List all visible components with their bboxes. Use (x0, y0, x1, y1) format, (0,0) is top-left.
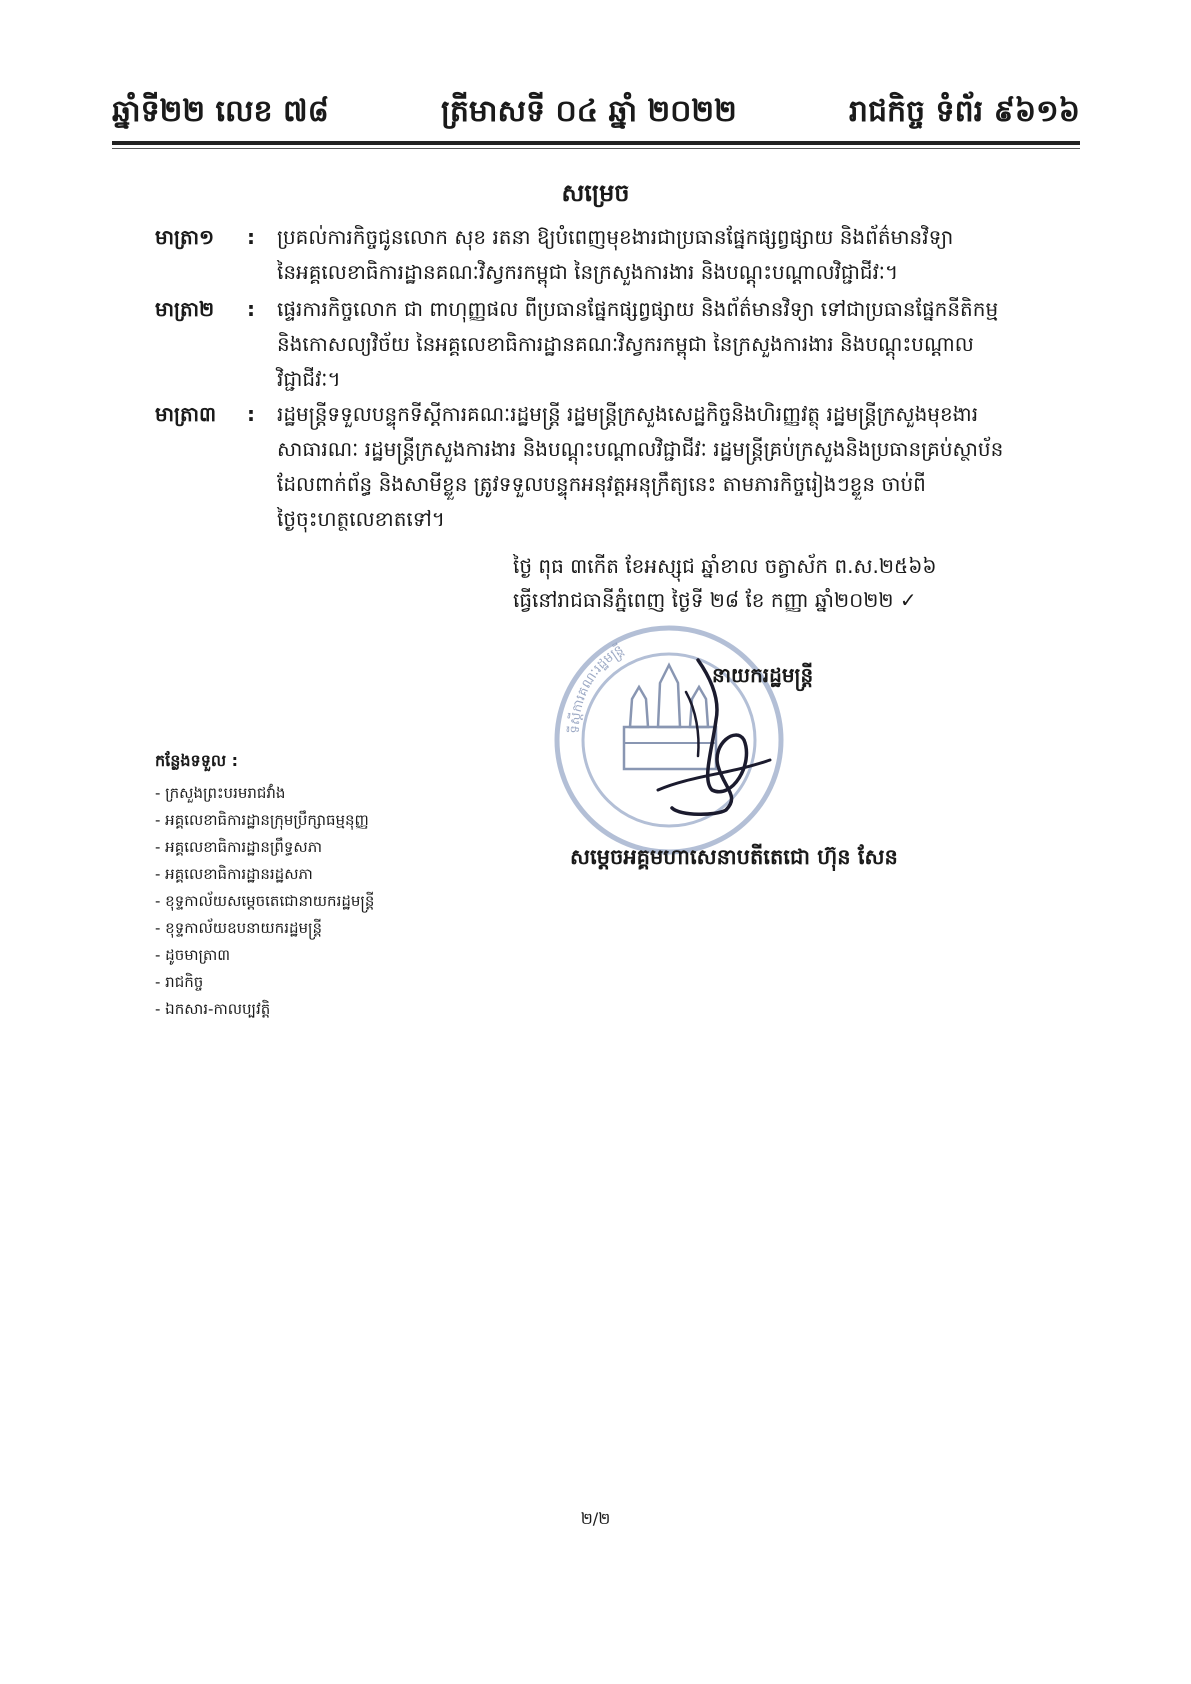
list-item: - ខុទ្ទកាល័យសម្ដេចតេជោនាយករដ្ឋមន្ត្រី (155, 892, 375, 910)
list-item: - រាជកិច្ច (155, 973, 204, 991)
article-line: ប្រគល់ការកិច្ចជូនលោក សុខ រតនា ឱ្យបំពេញមុខងារជាប្រធានផ្នែកផ្សព្វផ្សាយ និងព័ត៌មានវិទ្យា (277, 225, 954, 249)
list-item: - អគ្គលេខាធិការដ្ឋានព្រឹទ្ធសភា (155, 838, 322, 856)
article-colon: : (247, 297, 255, 321)
date-solar: ធ្វើនៅរាជធានីភ្នំពេញ ថ្ងៃទី ២៨ ខែ កញ្ញា ឆ្នាំ២០២២ ✓ (513, 588, 917, 612)
list-item: - ដូចមាត្រា៣ (155, 946, 231, 964)
list-item: - ឯកសារ-កាលប្បវត្តិ (155, 1000, 271, 1018)
article-colon: : (247, 402, 255, 426)
article-line: និងកោសល្យវិច័យ នៃអគ្គលេខាធិការដ្ឋានគណៈវិស្វករកម្ពុជា នៃក្រសួងការងារ និងបណ្ដុះបណ្ដាល (277, 332, 974, 356)
article-3 (155, 397, 1050, 537)
header-rule-thick (112, 141, 1080, 145)
page-number: ២/២ (580, 1509, 611, 1528)
list-item: - ក្រសួងព្រះបរមរាជវាំង (155, 784, 286, 802)
article-line: សាធារណៈ រដ្ឋមន្ត្រីក្រសួងការងារ និងបណ្ដុះបណ្ដាលវិជ្ជាជីវៈ រដ្ឋមន្ត្រីគ្រប់ក្រសួងនិងប្រធានគ្រប់ស្ថាប័ន (277, 437, 1004, 461)
article-body (277, 397, 1050, 537)
list-item: - អគ្គលេខាធិការដ្ឋានក្រុមប្រឹក្សាធម្មនុញ្ញ (155, 811, 369, 829)
article-line: រដ្ឋមន្ត្រីទទួលបន្ទុកទីស្ដីការគណៈរដ្ឋមន្ត្រី រដ្ឋមន្ត្រីក្រសួងសេដ្ឋកិច្ចនិងហិរញ្ញវត្ថុ រដ្ឋមន្ត្រីក្រសួងមុខងារ (277, 402, 979, 426)
header-rule-thin (112, 148, 1080, 149)
article-line: ថ្ងៃចុះហត្ថលេខាតទៅ។ (277, 507, 445, 531)
list-item: - ខុទ្ទកាល័យឧបនាយករដ្ឋមន្ត្រី (155, 919, 322, 937)
article-1 (155, 220, 1050, 290)
signer-name: សម្ដេចអគ្គមហាសេនាបតីតេជោ ហ៊ុន សែន (570, 845, 898, 869)
recipients-heading: កន្លែងទទួល : (155, 751, 239, 770)
list-item: - អគ្គលេខាធិការដ្ឋានរដ្ឋសភា (155, 865, 313, 883)
gazette-header (112, 92, 1080, 136)
article-body (277, 292, 1050, 397)
article-colon: : (247, 225, 255, 249)
decision-title: សម្រេច (561, 179, 630, 207)
article-line: ដែលពាក់ព័ន្ធ និងសាមីខ្លួន ត្រូវទទួលបន្ទុកអនុវត្តអនុក្រឹត្យនេះ តាមភារកិច្ចរៀងៗខ្លួន ចាប់ពី (277, 472, 926, 496)
signatory-title: នាយករដ្ឋមន្ត្រី (712, 663, 814, 687)
article-label: មាត្រា១ (155, 225, 215, 249)
article-line: វិជ្ជាជីវៈ។ (277, 367, 341, 391)
header-quarter: ត្រីមាសទី ០៤ ឆ្នាំ ២០២២ (440, 94, 737, 129)
article-line: ផ្ទេរការកិច្ចលោក ជា ពាហុញ្ញផល ពីប្រធានផ្នែកផ្សព្វផ្សាយ និងព័ត៌មានវិទ្យា ទៅជាប្រធានផ្នែកនីតិកម្ម (277, 297, 999, 321)
header-page: រាជកិច្ច ទំព័រ ៩៦១៦ (848, 94, 1080, 129)
article-body (277, 220, 1050, 290)
recipients-list (155, 750, 374, 1023)
header-issue: ឆ្នាំទី២២ លេខ ៧៨ (112, 94, 329, 129)
date-lunar: ថ្ងៃ ពុធ ៣កើត ខែអស្សុជ ឆ្នាំខាល ចត្វាស័ក ព.ស.២៥៦៦ (513, 554, 937, 578)
article-2 (155, 292, 1050, 397)
article-label: មាត្រា៣ (155, 402, 217, 426)
seal-text: ទីស្ដីការគណៈរដ្ឋមន្ត្រី (567, 642, 627, 734)
article-label: មាត្រា២ (155, 297, 215, 321)
article-line: នៃអគ្គលេខាធិការដ្ឋានគណៈវិស្វករកម្ពុជា នៃក្រសួងការងារ និងបណ្ដុះបណ្ដាលវិជ្ជាជីវៈ។ (277, 260, 899, 284)
